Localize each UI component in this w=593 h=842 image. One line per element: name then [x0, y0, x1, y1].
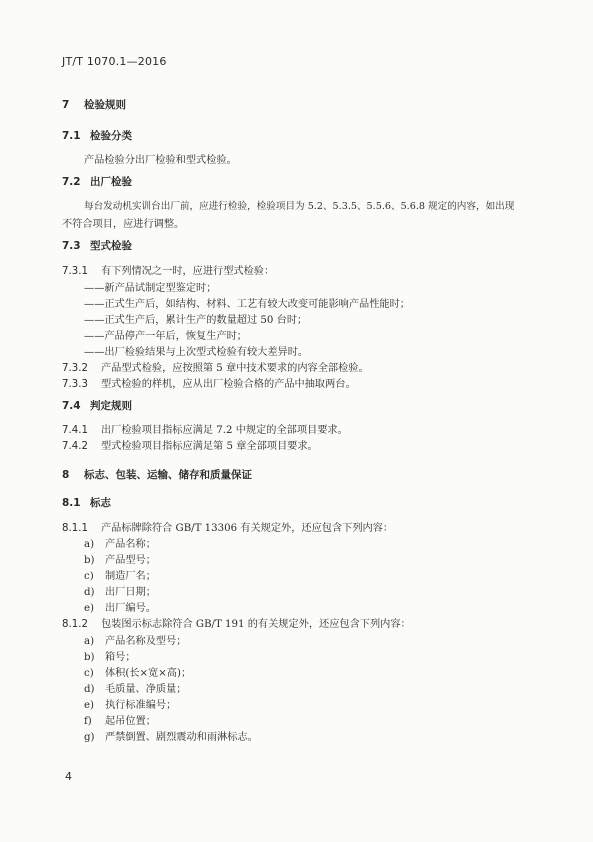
section-7-1-heading: 7.1 检验分类	[62, 130, 132, 142]
section-7-3-3-text: 7.3.3 型式检验的样机，应从出厂检验合格的产品中抽取两台。	[62, 379, 356, 390]
list-item: d) 出厂日期；	[84, 587, 156, 598]
section-7-3-2-text: 7.3.2 产品型式检验，应按照第 5 章中技术要求的内容全部检验。	[62, 363, 369, 374]
list-item: b) 产品型号；	[84, 555, 156, 566]
section-7-3-1-text: 7.3.1 有下列情况之一时，应进行型式检验：	[62, 266, 275, 277]
section-7-heading: 7 检验规则	[62, 99, 126, 111]
section-7-2-text-line2: 不符合项目，应进行调整。	[62, 219, 185, 230]
list-item: a) 产品名称；	[84, 539, 156, 550]
section-7-2-text-line1: 每台发动机实训台出厂前，应进行检验，检验项目为 5.2、5.3.5、5.5.6、5.6.8 规定的内容，如出现	[84, 201, 515, 212]
list-item: c) 体积(长×宽×高)；	[84, 668, 192, 679]
section-8-1-2-text: 8.1.2 包装图示标志除符合 GB/T 191 的有关规定外，还应包含下列内容：	[62, 619, 411, 630]
section-7-3-heading: 7.3 型式检验	[62, 240, 132, 252]
list-item: e) 出厂编号。	[84, 603, 156, 614]
section-7-4-1-text: 7.4.1 出厂检验项目指标应满足 7.2 中规定的全部项目要求。	[62, 425, 348, 436]
list-item: b) 箱号；	[84, 652, 136, 663]
list-item: f) 起吊位置；	[84, 716, 156, 727]
standard-code: JT/T 1070.1—2016	[62, 55, 167, 68]
section-7-2-heading: 7.2 出厂检验	[62, 176, 132, 188]
section-8-heading: 8 标志、包装、运输、储存和质量保证	[62, 469, 252, 481]
list-item: g) 严禁倒置、剧烈震动和雨淋标志。	[84, 732, 258, 743]
list-item: ——正式生产后，如结构、材料、工艺有较大改变可能影响产品性能时；	[84, 299, 410, 310]
section-7-4-2-text: 7.4.2 型式检验项目指标应满足第 5 章全部项目要求。	[62, 441, 318, 452]
section-7-4-heading: 7.4 判定规则	[62, 400, 132, 412]
section-7-1-text: 产品检验分出厂检验和型式检验。	[84, 155, 237, 166]
section-8-1-heading: 8.1 标志	[62, 497, 111, 509]
list-item: c) 制造厂名；	[84, 571, 156, 582]
list-item: d) 毛质量、净质量；	[84, 684, 187, 695]
list-item: ——新产品试制定型鉴定时；	[84, 283, 217, 294]
page-number: 4	[65, 770, 72, 783]
list-item: ——出厂检验结果与上次型式检验有较大差异时。	[84, 347, 309, 358]
list-item: ——正式生产后，累计生产的数量超过 50 台时；	[84, 315, 308, 326]
section-8-1-1-text: 8.1.1 产品标牌除符合 GB/T 13306 有关规定外，还应包含下列内容：	[62, 523, 394, 534]
list-item: e) 执行标准编号；	[84, 700, 177, 711]
list-item: ——产品停产一年后，恢复生产时；	[84, 331, 247, 342]
list-item: a) 产品名称及型号；	[84, 636, 187, 647]
